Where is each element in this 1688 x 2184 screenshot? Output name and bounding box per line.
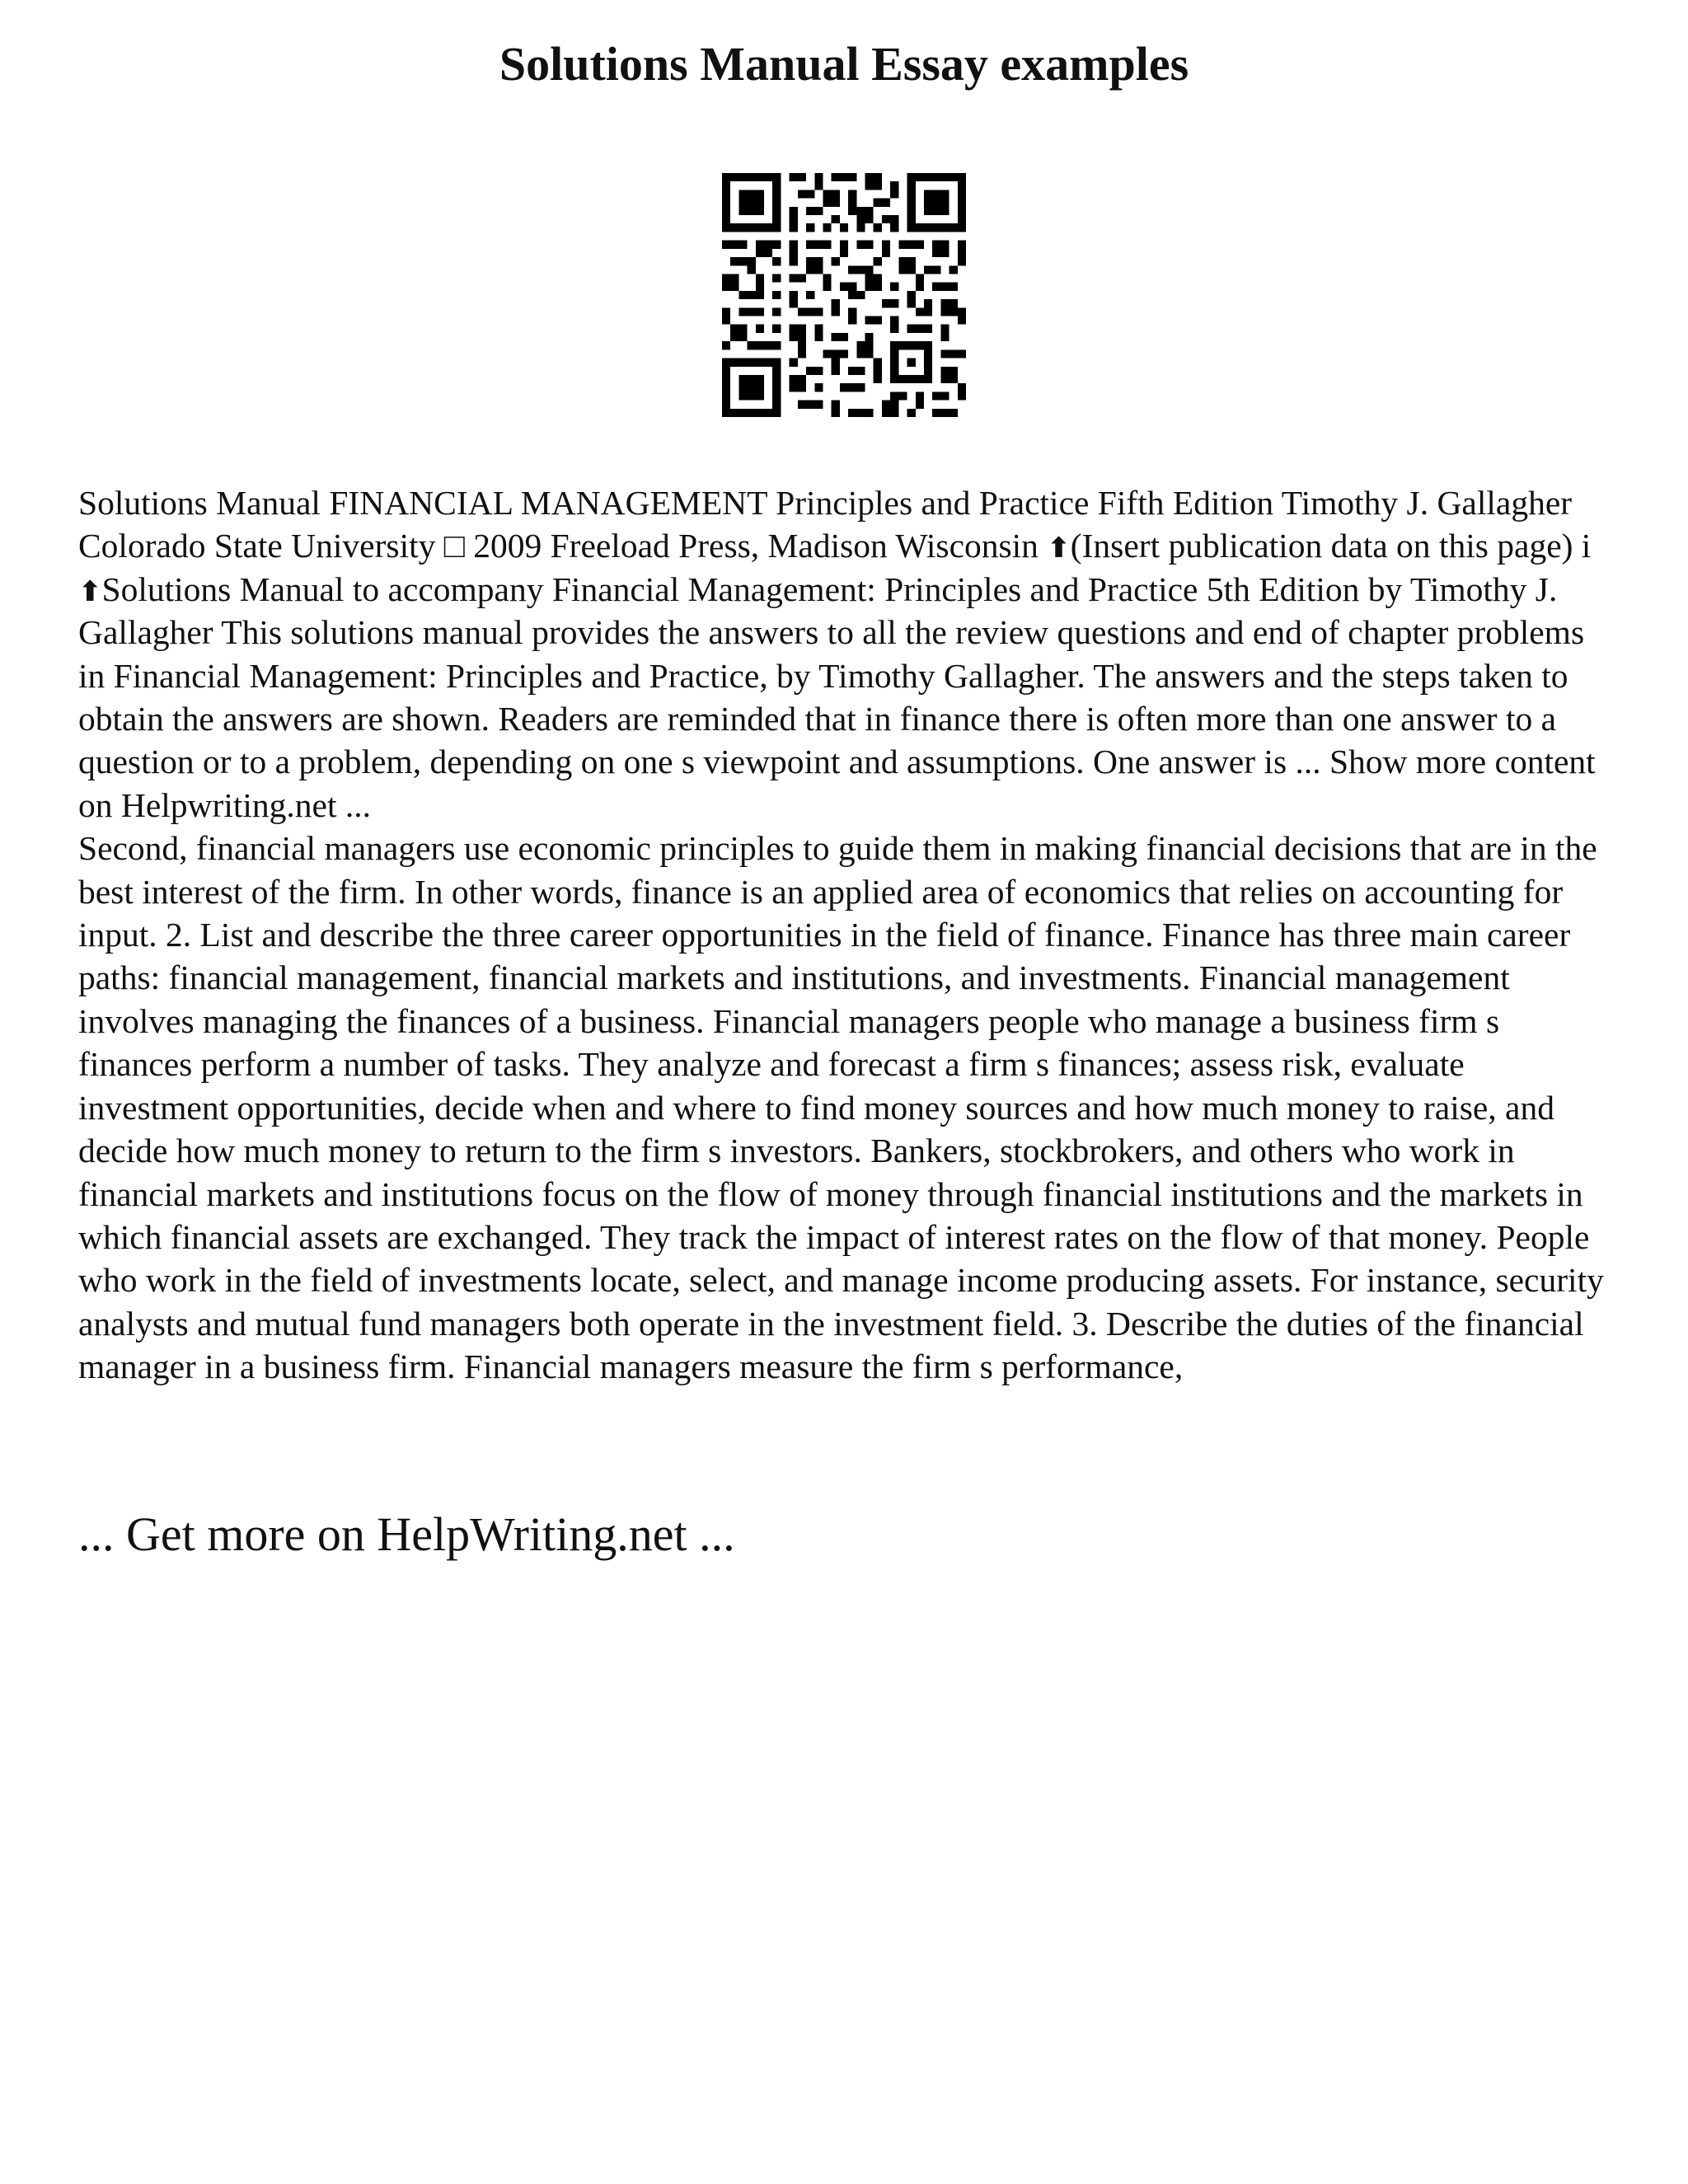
document-body <box>78 481 1613 1389</box>
body-paragraph: Second, financial managers use economic principles to guide them in making financial decisions that are in the best interest of the firm. In other words, finance is an applied area of economics that relies on accounting for input. 2. List and describe the three career opportunities in the field of finance. Finance has three main career paths: financial management, financial markets and institutions, and investments. Financial management involves managing the finances of a business. Financial managers people who manage a business firm s finances perform a number of tasks. They analyze and forecast a firm s finances; assess risk, evaluate investment opportunities, decide when and where to find money sources and how much money to raise, and decide how much money to return to the firm s investors. Bankers, stockbrokers, and others who work in financial markets and institutions focus on the flow of money through financial institutions and the markets in which financial assets are exchanged. They track the impact of interest rates on the flow of that money. People who work in the field of investments locate, select, and manage income producing assets. For instance, security analysts and mutual fund managers both operate in the investment field. 3. Describe the duties of the financial manager in a business firm. Financial managers measure the firm s performance, <box>78 829 1604 1386</box>
arrow-up-icon: ⬆ <box>78 574 102 608</box>
intro-paragraph-part-a: Solutions Manual FINANCIAL MANAGEMENT Principles and Practice Fifth Edition Timothy J. Gallagher Colorado State University □ 2009 Freeload Press, Madison Wisconsin <box>78 484 1573 565</box>
qr-code-icon <box>722 173 966 417</box>
get-more-link[interactable]: ... Get more on HelpWriting.net ... <box>78 1507 735 1561</box>
intro-paragraph-part-c: Solutions Manual to accompany Financial Management: Principles and Practice 5th Edition by Timothy J. Gallagher This solutions manual provides the answers to all the review questions and end of chapter problems in Financial Management: Principles and Practice, by Timothy Gallagher. The answers and the steps taken to obtain the answers are shown. Readers are reminded that in finance there is often more than one answer to a question or to a problem, depending on one s viewpoint and assumptions. One answer is ... Show more content on Helpwriting.net ... <box>78 569 1596 824</box>
arrow-up-icon: ⬆ <box>1047 532 1071 565</box>
intro-paragraph <box>78 481 1613 827</box>
document-title: Solutions Manual Essay examples <box>499 37 1189 91</box>
intro-paragraph-part-b: (Insert publication data on this page) i <box>1070 527 1592 565</box>
